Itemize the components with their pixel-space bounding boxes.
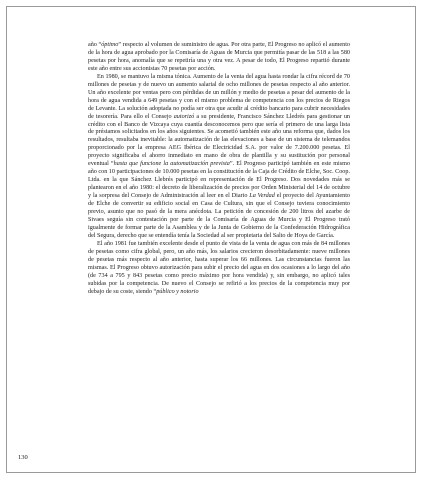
text-run: El año 1981 fue también excelente desde el punto de vista de la venta de agua con más de 84 millones de pesetas como cifra global, pero, un año más, los salarios crecieron desorbitadamente: nueve millones de pesetas más respecto al año anterior, hasta superar los 66 millones. Las circunstancias fueron las mismas. El Progreso obtuvo autorización para subir el precio del agua en dos ocasiones a lo largo del año (de 734 a 795 y 843 pesetas como precio máximo por hora vendida) y, sin embargo, no aplicó tales subidas por la competencia. De nuevo el Consejo se refirió a los precios de la competencia muy por debajo de su coste, siendo “ (88, 240, 350, 295)
text-run: ” respecto al volumen de suministro de agua. Por otra parte, El Progreso no aplicó el aumento de la hora de agua aprobado por la Comisaría de Aguas de Murcia que permitía pasar de las 518 a las 580 pesetas por hora, anomalía que se repetiría una y otra vez. A pesar de todo, El Progreso repartió durante este año entre sus accionistas 70 pesetas por acción. (88, 42, 350, 72)
italic-run: público y notorio (156, 288, 199, 295)
text-run: año “ (88, 42, 102, 48)
italic-run: autorizó (173, 113, 195, 120)
paragraph-1 (88, 42, 350, 74)
body-text (88, 42, 350, 297)
italic-run: óptimo (101, 42, 119, 48)
text-run: En 1980, se mantuvo la misma tónica. Aumento de la venta del agua hasta rondar la cifra récord de 70 millones de pesetas y de nuevo un aumento salarial de ocho millones de pesetas respecto al año anterior. Un año excelente por ventas pero con pérdidas de un millón y medio de pesetas a pesar del aumento de la hora de agua vendida a 649 pesetas y con el mismo problema de competencia con los precios de Riegos de Levante. La solución adoptada no podía ser otra que acudir al crédito bancario para cubrir necesidades de tesorería. Para ello el Consejo (88, 73, 350, 120)
paragraph-2 (88, 74, 350, 241)
text-run: el proyecto del Ayuntamiento de Elche de convertir su edificio social en Casa de Cultura, sin que el Consejo tuviera conocimiento previo, asunto que no pasó de la mera anécdota. La petición de concesión de 200 litros del azarbe de Sivaes seguía sin contestación por parte de la Comisaría de Aguas de Murcia y El Progreso trató igualmente de formar parte de la Asamblea y de la Junta de Gobierno de la Confederación Hidrográfica del Segura, derecho que se entendía tenía la Sociedad al ser propietaria del Salto de Hoya de García. (88, 193, 350, 239)
page-number: 130 (18, 454, 28, 461)
italic-run: La Verdad (249, 193, 275, 200)
text-run: a su presidente, Francisco Sánchez Lledrés para gestionar un crédito con el Banco de Vizcaya cuya cuantía desconocemos pero que sería el primero de una larga lista de préstamos solicitados en los años siguientes. Se acometió también este año una reforma que, dados los resultados, resultaba inevitable: la automatización de las elevaciones a base de un sistema de telemandos proporcionado por la empresa AEG Ibérica de Electricidad S.A. por valor de 7.200.000 pesetas. El proyecto significaba el ahorro inmediato en mano de obra de plantilla y su sustitución por personal eventual “ (88, 113, 351, 168)
paragraph-3 (88, 241, 350, 297)
text-run: ”. El Progreso participó también en este mismo año con 10 participaciones de 10.000 pesetas en la constitución de la Caja de Crédito de Elche, Soc. Coop. Ltda. en la que Sánchez Llebrés participó en representación de El Progreso. Dos novedades más se plantearon en el año 1980: el decreto de liberalización de precios por Orden Ministerial del 14 de octubre y la sorpresa del Consejo de Administración al leer en el Diario (88, 161, 351, 200)
italic-run: hasta que funcione la automatización prevista (113, 161, 230, 168)
